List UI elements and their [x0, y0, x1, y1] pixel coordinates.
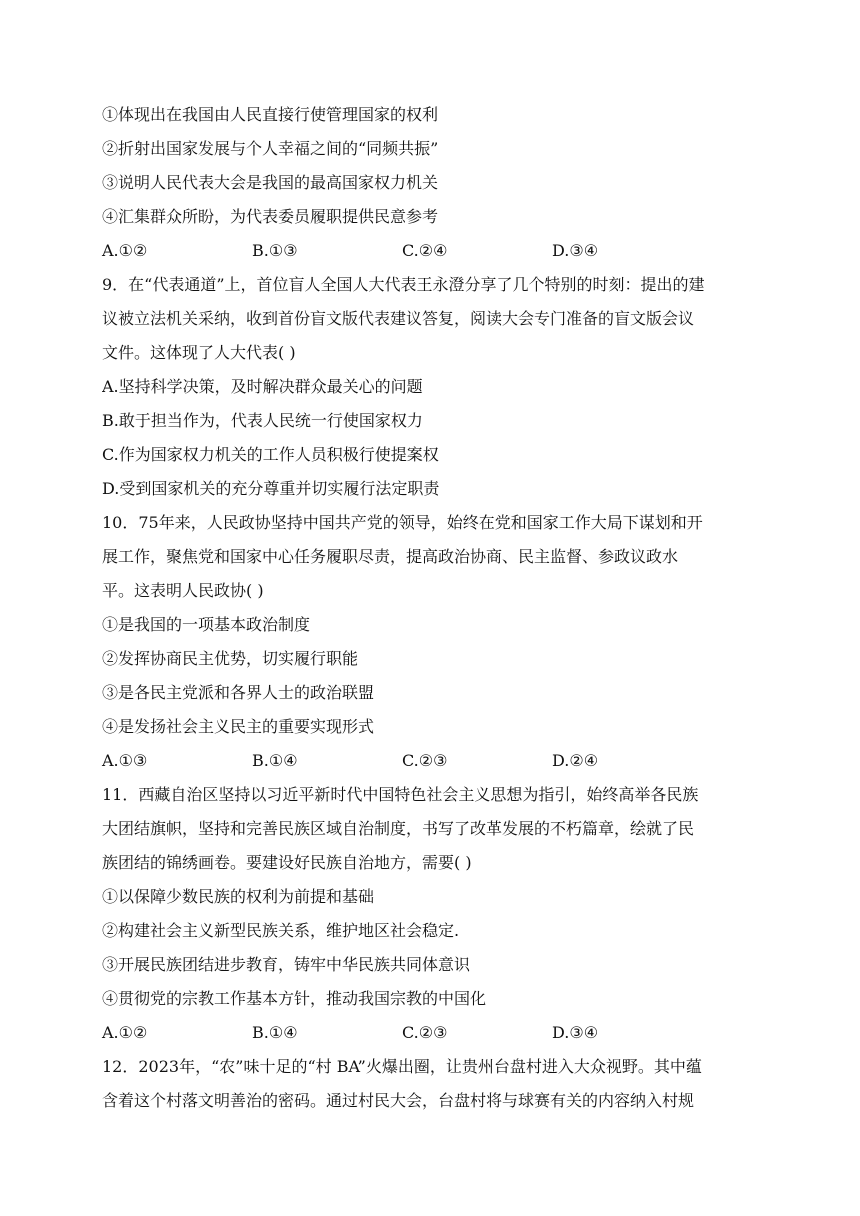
- q10-option-b: B.①④: [252, 751, 298, 770]
- q10-item-1: ①是我国的一项基本政治制度: [102, 615, 311, 634]
- q8-item-4: ④汇集群众所盼，为代表委员履职提供民意参考: [102, 207, 439, 226]
- q10-option-d: D.②④: [552, 751, 599, 770]
- q11-option-b: B.①④: [252, 1023, 298, 1042]
- q11-item-3: ③开展民族团结进步教育，铸牢中华民族共同体意识: [102, 955, 471, 974]
- q10-option-a: A.①③: [102, 751, 148, 770]
- q10-options: [102, 744, 766, 778]
- question-10: [102, 506, 766, 778]
- q11-stem-line-1: 11．西藏自治区坚持以习近平新时代中国特色社会主义思想为指引，始终高举各民族: [102, 785, 699, 804]
- q10-item-4: ④是发扬社会主义民主的重要实现形式: [102, 717, 375, 736]
- q8-item-2: ②折射出国家发展与个人幸福之间的“同频共振”: [102, 139, 439, 158]
- q11-stem-line-3: 族团结的锦绣画卷。要建设好民族自治地方，需要( ): [102, 853, 472, 872]
- q11-item-4: ④贯彻党的宗教工作基本方针，推动我国宗教的中国化: [102, 989, 487, 1008]
- q11-option-d: D.③④: [552, 1023, 599, 1042]
- exam-page: [102, 98, 766, 1118]
- question-9: [102, 268, 766, 506]
- q10-item-3: ③是各民主党派和各界人士的政治联盟: [102, 683, 375, 702]
- q12-stem-line-2: 含着这个村落文明善治的密码。通过村民大会，台盘村将与球赛有关的内容纳入村规: [102, 1091, 695, 1110]
- q10-stem-line-1: 10．75年来，人民政协坚持中国共产党的领导，始终在党和国家工作大局下谋划和开: [102, 513, 703, 532]
- q10-stem-line-2: 展工作，聚焦党和国家中心任务履职尽责，提高政治协商、民主监督、参政议政水: [102, 547, 679, 566]
- q8-options: [102, 234, 766, 268]
- q11-option-c: C.②③: [402, 1023, 448, 1042]
- q12-stem-line-1: 12．2023年，“农”味十足的“村 BA”火爆出圈，让贵州台盘村进入大众视野。其中蕴: [102, 1057, 702, 1076]
- q8-option-d: D.③④: [552, 241, 599, 260]
- q8-option-c: C.②④: [402, 241, 448, 260]
- q10-stem-line-3: 平。这表明人民政协( ): [102, 581, 264, 600]
- q9-choice-c: C.作为国家权力机关的工作人员积极行使提案权: [102, 445, 439, 464]
- q8-option-a: A.①②: [102, 241, 148, 260]
- q10-item-2: ②发挥协商民主优势，切实履行职能: [102, 649, 359, 668]
- q10-option-c: C.②③: [402, 751, 448, 770]
- q11-item-2: ②构建社会主义新型民族关系，维护地区社会稳定.: [102, 921, 460, 940]
- q8-item-3: ③说明人民代表大会是我国的最高国家权力机关: [102, 173, 439, 192]
- q11-options: [102, 1016, 766, 1050]
- q9-stem-line-1: 9．在“代表通道”上，首位盲人全国人大代表王永澄分享了几个特别的时刻：提出的建: [102, 275, 705, 294]
- question-11: [102, 778, 766, 1050]
- q8-item-1: ①体现出在我国由人民直接行使管理国家的权利: [102, 105, 439, 124]
- q11-item-1: ①以保障少数民族的权利为前提和基础: [102, 887, 375, 906]
- q11-stem-line-2: 大团结旗帜，坚持和完善民族区域自治制度，书写了改革发展的不朽篇章，绘就了民: [102, 819, 695, 838]
- q9-stem-line-3: 文件。这体现了人大代表( ): [102, 343, 296, 362]
- q9-stem-line-2: 议被立法机关采纳，收到首份盲文版代表建议答复，阅读大会专门准备的盲文版会议: [102, 309, 695, 328]
- q9-choice-d: D.受到国家机关的充分尊重并切实履行法定职责: [102, 479, 440, 498]
- q8-option-b: B.①③: [252, 241, 298, 260]
- q11-option-a: A.①②: [102, 1023, 148, 1042]
- q9-choice-b: B.敢于担当作为，代表人民统一行使国家权力: [102, 411, 423, 430]
- question-8-items: [102, 98, 766, 234]
- question-12: [102, 1050, 766, 1118]
- q9-choice-a: A.坚持科学决策，及时解决群众最关心的问题: [102, 377, 423, 396]
